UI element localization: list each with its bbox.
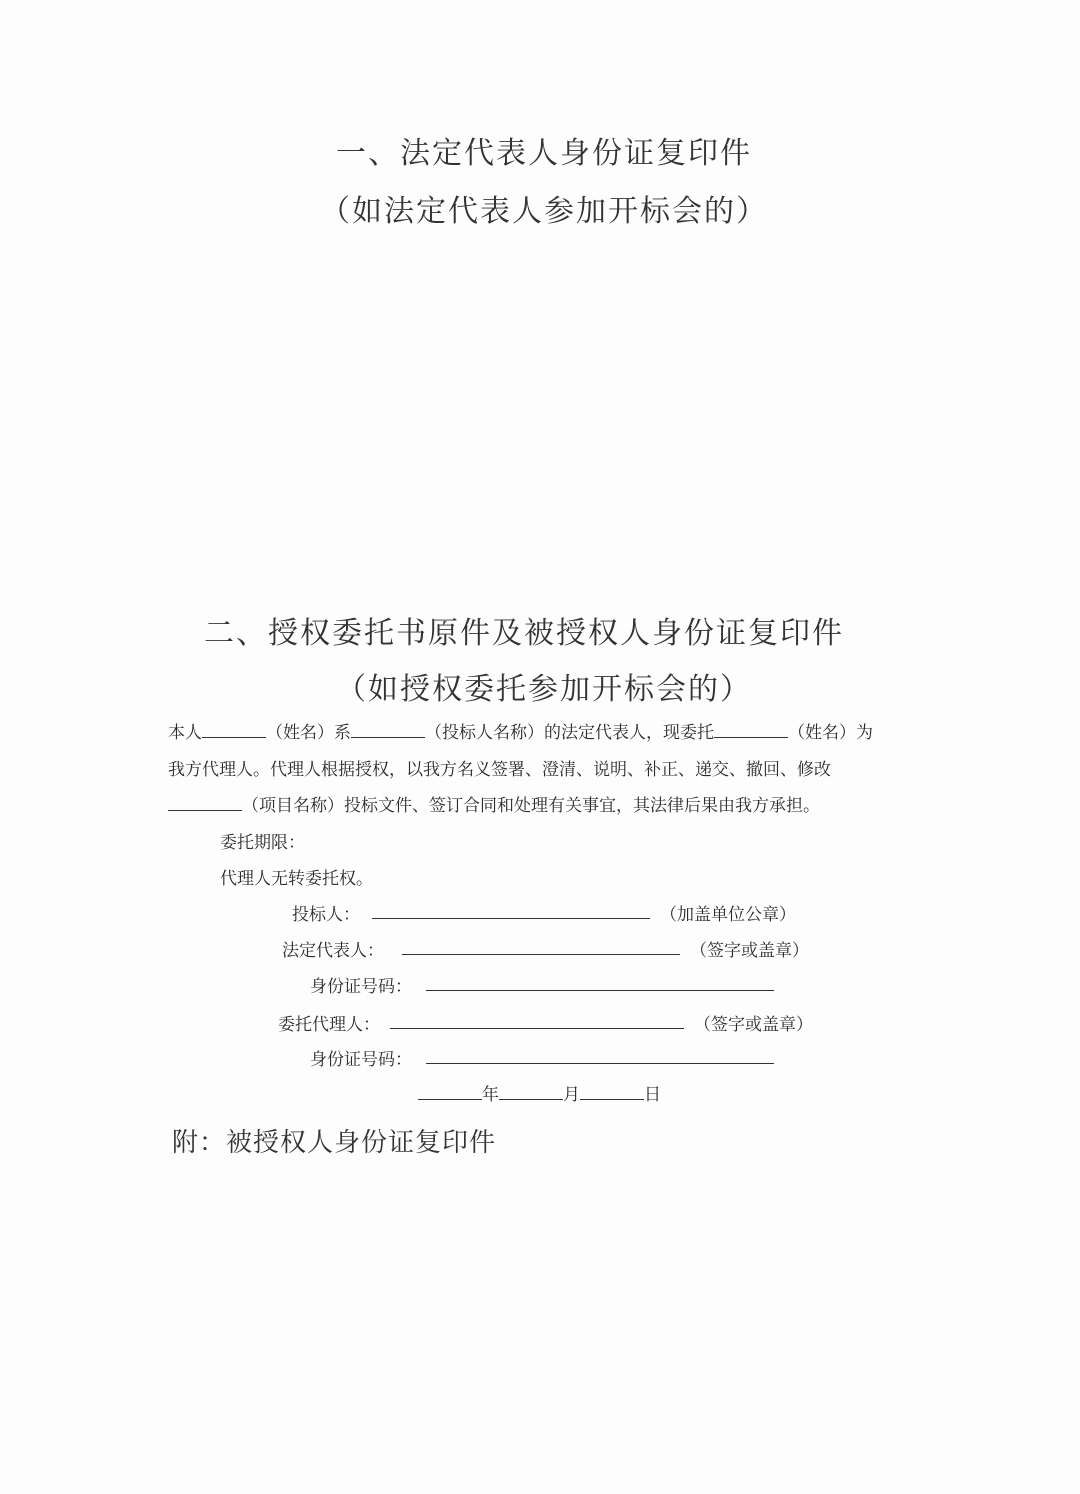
letter-line-2: 我方代理人。代理人根据授权，以我方名义签署、澄清、说明、补正、递交、撤回、修改 [168,760,831,780]
bidder-note: （加盖单位公章） [660,905,796,925]
no-subdelegation-line: 代理人无转委托权。 [220,869,373,889]
letter-text: （姓名）系 [266,723,351,743]
id-number-line[interactable] [426,972,774,991]
date-row [418,1080,661,1105]
agent-signature-line[interactable] [390,1010,684,1029]
section1-title: 一、法定代表人身份证复印件 [336,136,752,171]
day-label: 日 [644,1085,661,1105]
project-name-blank[interactable] [168,794,242,811]
agent-id-number-line[interactable] [426,1045,774,1064]
letter-line-1 [168,718,928,743]
section2-subtitle: （如授权委托参加开标会的） [336,672,752,707]
bidder-label: 投标人： [292,905,360,925]
month-label: 月 [563,1085,580,1105]
letter-text: （项目名称）投标文件、签订合同和处理有关事宜，其法律后果由我方承担。 [242,796,820,816]
month-blank[interactable] [499,1083,563,1100]
agent-label: 委托代理人： [278,1015,380,1035]
legal-rep-label: 法定代表人： [282,941,384,961]
section1-subtitle: （如法定代表人参加开标会的） [320,194,768,229]
bidder-signature-line[interactable] [372,900,650,919]
year-blank[interactable] [418,1083,482,1100]
section2-title: 二、授权委托书原件及被授权人身份证复印件 [204,616,844,651]
letter-text: （投标人名称）的法定代表人，现委托 [425,723,714,743]
letter-text: （姓名）为 [788,723,873,743]
legal-rep-signature-line[interactable] [402,936,680,955]
day-blank[interactable] [580,1083,644,1100]
legal-rep-note: （签字或盖章） [690,941,809,961]
attachment-note: 附：被授权人身份证复印件 [172,1128,497,1158]
letter-text: 本人 [168,723,202,743]
agent-note: （签字或盖章） [694,1015,813,1035]
bidder-name-blank[interactable] [351,721,425,738]
term-line: 委托期限： [220,833,305,853]
year-label: 年 [482,1085,499,1105]
letter-line-3 [168,791,928,816]
id-number-label: 身份证号码： [310,977,412,997]
agent-id-number-label: 身份证号码： [310,1050,412,1070]
agent-name-blank[interactable] [714,721,788,738]
name-blank[interactable] [202,721,266,738]
